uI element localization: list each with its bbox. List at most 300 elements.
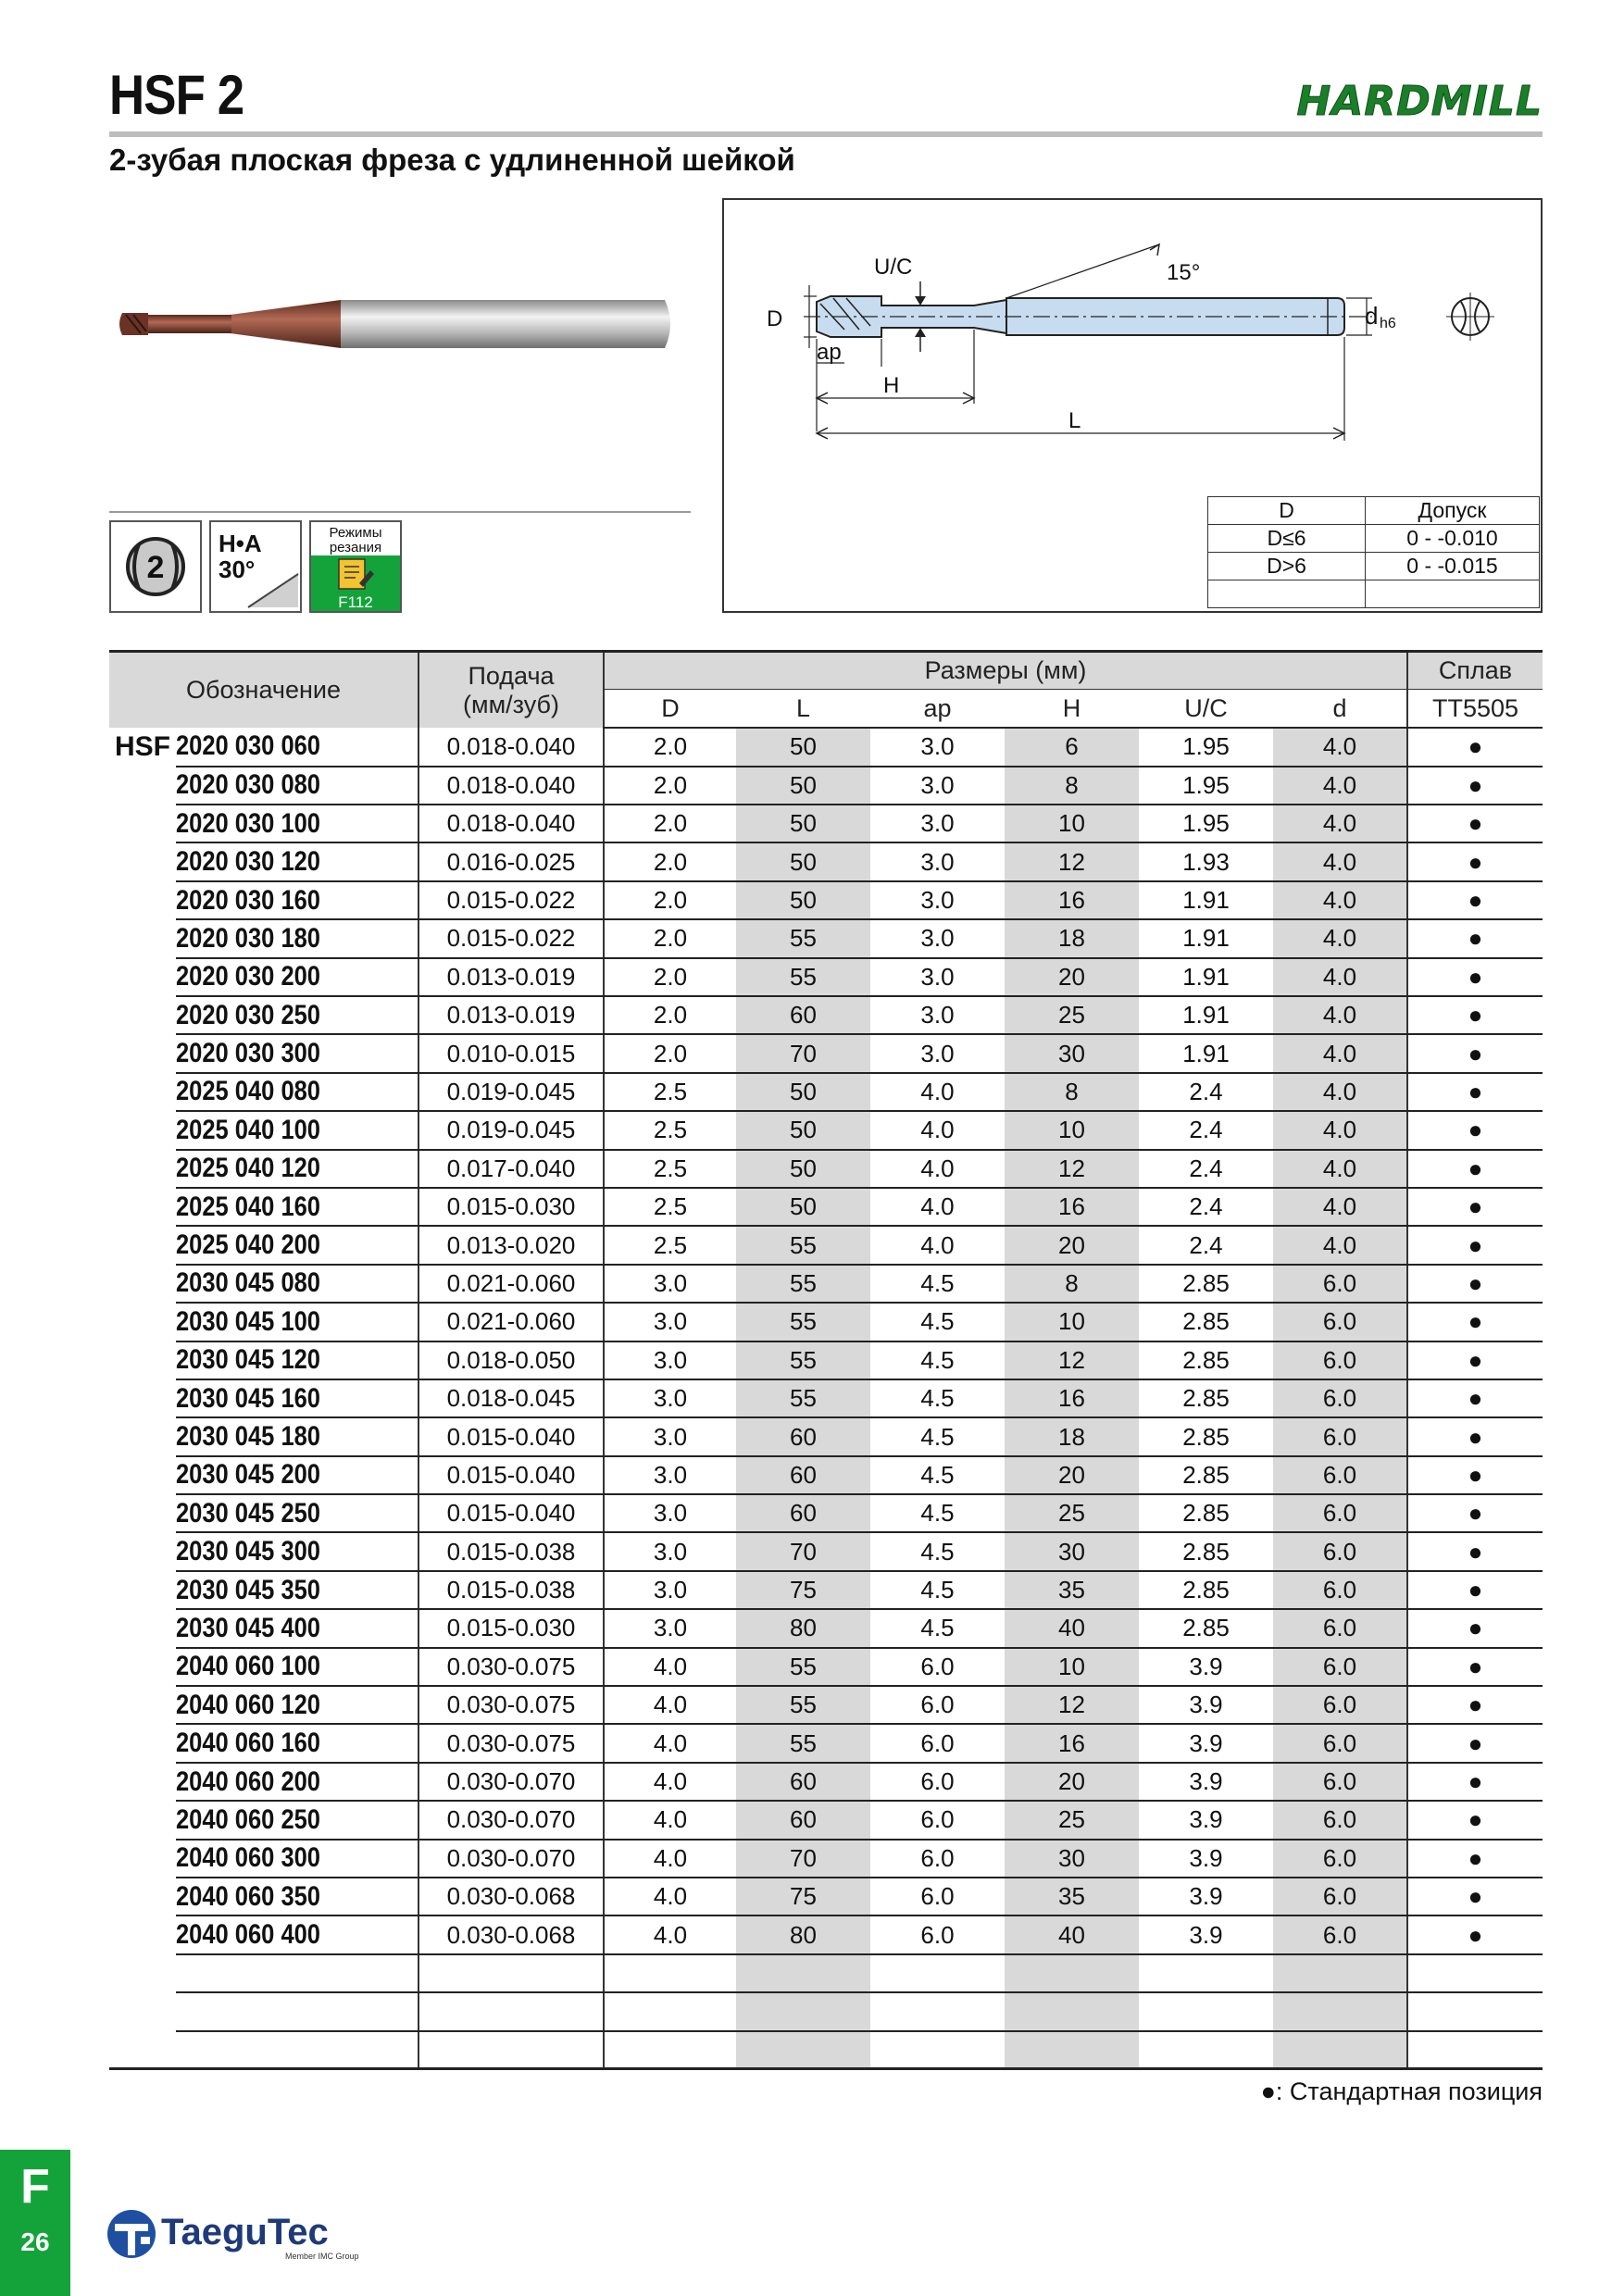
row-d: 6.0 [1273,1648,1407,1686]
designation-code: 2030 045 120 [176,1344,320,1376]
row-ap: 4.5 [870,1456,1005,1494]
row-standard-mark: ● [1407,1532,1543,1570]
row-uc: 2.85 [1139,1494,1273,1532]
row-d: 4.0 [604,1648,736,1686]
row-feed: 0.021-0.060 [418,1265,604,1303]
row-uc: 1.91 [1139,919,1273,957]
row-ap: 4.5 [870,1532,1005,1570]
row-d: 4.0 [1273,1034,1407,1072]
row-designation [176,1111,418,1149]
table-row [109,1188,1543,1226]
row-l: 60 [736,1494,870,1532]
row-d: 3.0 [604,1532,736,1570]
row-h: 18 [1005,919,1139,957]
row-d: 4.0 [1273,767,1407,805]
row-h [1005,1992,1139,2030]
table-row [109,1724,1543,1762]
header-rule [109,131,1543,137]
row-feed: 0.010-0.015 [418,1034,604,1072]
row-d: 4.0 [1273,805,1407,842]
row-ap: 6.0 [870,1686,1005,1724]
row-uc: 3.9 [1139,1801,1273,1839]
table-row [109,1494,1543,1532]
row-prefix [109,1954,176,1992]
row-standard-mark: ● [1407,1150,1543,1188]
row-h: 20 [1005,1456,1139,1494]
table-row [109,1303,1543,1341]
row-standard-mark: ● [1407,1648,1543,1686]
table-row [109,1840,1543,1878]
row-standard-mark: ● [1407,1686,1543,1724]
row-standard-mark: ● [1407,1571,1543,1609]
row-standard-mark: ● [1407,1417,1543,1455]
row-uc: 2.85 [1139,1265,1273,1303]
row-designation [176,805,418,842]
row-d: 3.0 [604,1417,736,1455]
row-uc: 1.91 [1139,881,1273,919]
row-designation [176,1724,418,1762]
row-standard-mark: ● [1407,1609,1543,1647]
row-designation [176,1992,418,2030]
row-d: 6.0 [1273,1532,1407,1570]
designation-code: 2030 045 200 [176,1459,320,1491]
row-h: 12 [1005,1686,1139,1724]
row-l: 80 [736,1609,870,1647]
table-row [109,1034,1543,1072]
row-l: 60 [736,1456,870,1494]
row-d: 6.0 [1273,1379,1407,1417]
designation-code: 2030 045 250 [176,1497,320,1529]
row-h: 40 [1005,1609,1139,1647]
row-ap: 3.0 [870,919,1005,957]
row-h [1005,1954,1139,1992]
row-prefix [109,1609,176,1647]
row-d: 4.0 [604,1915,736,1953]
table-row [109,1992,1543,2030]
row-h: 10 [1005,1111,1139,1149]
row-h: 16 [1005,1188,1139,1226]
modes-label-2: резания [329,540,382,555]
row-h: 8 [1005,1073,1139,1111]
row-ap: 4.5 [870,1379,1005,1417]
row-standard-mark: ● [1407,1456,1543,1494]
row-uc: 2.4 [1139,1073,1273,1111]
row-h: 25 [1005,1494,1139,1532]
row-feed: 0.015-0.030 [418,1188,604,1226]
row-designation [176,1915,418,1953]
row-d: 3.0 [604,1571,736,1609]
row-feed: 0.030-0.070 [418,1801,604,1839]
row-ap: 4.0 [870,1188,1005,1226]
row-d: 2.0 [604,842,736,880]
row-standard-mark [1407,2031,1543,2069]
row-l: 70 [736,1034,870,1072]
row-prefix [109,1150,176,1188]
row-h: 35 [1005,1878,1139,1915]
row-standard-mark: ● [1407,919,1543,957]
row-designation [176,1571,418,1609]
row-d: 6.0 [1273,1763,1407,1801]
row-ap: 4.5 [870,1417,1005,1455]
row-d: 3.0 [604,1265,736,1303]
table-row [109,1686,1543,1724]
row-designation [176,1188,418,1226]
row-feed: 0.015-0.030 [418,1609,604,1647]
table-row [109,1763,1543,1801]
row-standard-mark: ● [1407,1801,1543,1839]
row-designation [176,1840,418,1878]
row-ap: 3.0 [870,881,1005,919]
row-d: 3.0 [604,1609,736,1647]
designation-code: 2040 060 200 [176,1766,320,1797]
product-table [109,650,1543,2070]
row-uc: 2.4 [1139,1150,1273,1188]
table-row [109,728,1543,766]
row-d [1273,1954,1407,1992]
row-d: 4.0 [604,1686,736,1724]
row-l: 60 [736,1763,870,1801]
row-prefix [109,1073,176,1111]
row-designation [176,1073,418,1111]
row-designation [176,881,418,919]
row-l: 70 [736,1840,870,1878]
row-prefix [109,1494,176,1532]
row-designation [176,1878,418,1915]
row-d: 2.5 [604,1188,736,1226]
row-uc: 1.95 [1139,805,1273,842]
row-feed: 0.015-0.038 [418,1571,604,1609]
tol-cell: D>6 [1208,553,1366,580]
table-row [109,1456,1543,1494]
row-uc [1139,2031,1273,2069]
row-l: 70 [736,1532,870,1570]
row-prefix [109,2031,176,2069]
row-uc: 2.85 [1139,1303,1273,1341]
row-standard-mark: ● [1407,958,1543,996]
row-ap: 6.0 [870,1724,1005,1762]
dim-label-l: L [1068,408,1081,433]
designation-code: 2020 030 180 [176,922,320,954]
designation-code: 2025 040 080 [176,1076,320,1107]
row-prefix [109,1992,176,2030]
row-h: 20 [1005,1763,1139,1801]
row-feed: 0.030-0.068 [418,1915,604,1953]
row-uc: 2.85 [1139,1341,1273,1379]
table-row [109,1609,1543,1647]
row-uc: 2.85 [1139,1532,1273,1570]
taegutec-logo [104,2202,363,2266]
row-l: 50 [736,842,870,880]
designation-code: 2020 030 080 [176,769,320,801]
row-l: 55 [736,1341,870,1379]
row-uc: 3.9 [1139,1763,1273,1801]
row-feed: 0.015-0.022 [418,919,604,957]
row-designation [176,1150,418,1188]
row-feed: 0.018-0.040 [418,767,604,805]
table-row [109,1954,1543,1992]
row-designation [176,1763,418,1801]
row-designation [176,1494,418,1532]
col-d: D [604,690,736,728]
row-h: 10 [1005,1303,1139,1341]
row-l: 50 [736,805,870,842]
row-d: 6.0 [1273,1915,1407,1953]
tol-cell [1208,580,1366,608]
row-prefix [109,1648,176,1686]
row-feed: 0.030-0.075 [418,1648,604,1686]
row-d: 4.0 [1273,958,1407,996]
row-uc: 3.9 [1139,1840,1273,1878]
row-designation [176,1801,418,1839]
row-uc: 1.91 [1139,958,1273,996]
row-ap: 4.0 [870,1226,1005,1264]
row-ap [870,1992,1005,2030]
designation-code: 2040 060 100 [176,1651,320,1682]
row-ap: 3.0 [870,805,1005,842]
tool-photo [109,259,683,389]
row-d: 4.0 [1273,881,1407,919]
row-ap: 4.5 [870,1265,1005,1303]
row-h: 16 [1005,1379,1139,1417]
row-h: 30 [1005,1034,1139,1072]
row-standard-mark: ● [1407,1878,1543,1915]
designation-code: 2025 040 120 [176,1153,320,1184]
row-l: 50 [736,1073,870,1111]
row-d [604,1992,736,2030]
row-feed: 0.030-0.070 [418,1763,604,1801]
row-ap: 3.0 [870,1034,1005,1072]
row-d: 2.0 [604,805,736,842]
designation-code: 2040 060 120 [176,1689,320,1720]
row-ap: 6.0 [870,1878,1005,1915]
tol-cell: 0 - -0.010 [1366,525,1540,553]
col-ap: ap [870,690,1005,728]
row-designation [176,767,418,805]
row-ap: 6.0 [870,1915,1005,1953]
row-ap: 4.5 [870,1571,1005,1609]
row-designation [176,1226,418,1264]
row-feed: 0.013-0.019 [418,958,604,996]
flute-count: 2 [146,550,165,585]
tol-header-d: D [1208,497,1366,525]
row-h: 40 [1005,1915,1139,1953]
row-uc: 1.95 [1139,728,1273,766]
row-h: 18 [1005,1417,1139,1455]
row-standard-mark: ● [1407,881,1543,919]
row-d: 6.0 [1273,1265,1407,1303]
table-row [109,1226,1543,1264]
row-feed: 0.015-0.040 [418,1417,604,1455]
row-d: 2.0 [604,919,736,957]
row-prefix [109,1724,176,1762]
table-row [109,958,1543,996]
row-feed [418,1992,604,2030]
row-d: 2.5 [604,1073,736,1111]
designation-code: 2020 030 060 [176,730,320,762]
row-standard-mark: ● [1407,1341,1543,1379]
designation-code: 2030 045 400 [176,1612,320,1643]
row-l [736,1954,870,1992]
row-prefix [109,1188,176,1226]
row-feed: 0.030-0.068 [418,1878,604,1915]
row-standard-mark: ● [1407,1724,1543,1762]
row-designation [176,1034,418,1072]
page-title: HSF 2 [109,64,244,126]
modes-label-1: Режимы [329,525,382,541]
row-feed: 0.015-0.040 [418,1456,604,1494]
row-designation [176,1609,418,1647]
row-l: 50 [736,1150,870,1188]
dim-label-angle: 15° [1167,260,1201,285]
row-ap: 4.5 [870,1341,1005,1379]
row-d: 6.0 [1273,1341,1407,1379]
row-ap: 6.0 [870,1763,1005,1801]
row-ap: 3.0 [870,996,1005,1034]
row-ap: 6.0 [870,1648,1005,1686]
row-ap: 3.0 [870,958,1005,996]
row-feed: 0.030-0.075 [418,1686,604,1724]
row-standard-mark: ● [1407,805,1543,842]
row-d: 2.5 [604,1111,736,1149]
col-alloy: Сплав [1407,652,1543,690]
row-standard-mark: ● [1407,1188,1543,1226]
page-subtitle: 2-зубая плоская фреза с удлиненной шейкой [109,143,795,177]
row-l: 50 [736,881,870,919]
row-prefix [109,805,176,842]
row-standard-mark: ● [1407,1915,1543,1953]
dim-label-h: H [883,373,900,398]
tol-cell: 0 - -0.015 [1366,553,1540,580]
row-l: 55 [736,958,870,996]
row-h: 10 [1005,805,1139,842]
table-row [109,1915,1543,1953]
row-ap: 6.0 [870,1801,1005,1839]
row-standard-mark: ● [1407,1073,1543,1111]
col-feed [418,652,604,729]
tol-header-tol: Допуск [1366,497,1540,525]
row-l: 50 [736,767,870,805]
col-designation: Обозначение [109,652,418,729]
table-row [109,1150,1543,1188]
row-d: 4.0 [604,1724,736,1762]
row-feed: 0.015-0.038 [418,1532,604,1570]
row-l [736,2031,870,2069]
row-l: 55 [736,919,870,957]
col-uc: U/C [1139,690,1273,728]
row-l: 55 [736,1226,870,1264]
row-designation [176,1532,418,1570]
row-d: 4.0 [604,1763,736,1801]
row-l: 75 [736,1571,870,1609]
row-designation [176,1265,418,1303]
row-prefix [109,1379,176,1417]
row-ap [870,2031,1005,2069]
table-row [109,1648,1543,1686]
col-small-d: d [1273,690,1407,728]
dim-label-dh6: d [1365,302,1379,330]
row-d: 4.0 [604,1878,736,1915]
row-uc: 3.9 [1139,1686,1273,1724]
designation-code: 2040 060 400 [176,1919,320,1951]
designation-code: 2020 030 200 [176,961,320,992]
company-name: TaeguTec [161,2212,329,2252]
row-feed: 0.030-0.070 [418,1840,604,1878]
row-standard-mark [1407,1954,1543,1992]
row-prefix [109,1915,176,1953]
designation-code: 2030 045 180 [176,1421,320,1452]
row-d: 2.0 [604,767,736,805]
row-d: 6.0 [1273,1686,1407,1724]
row-l: 55 [736,1379,870,1417]
row-prefix [109,1532,176,1570]
row-d: 4.0 [1273,1226,1407,1264]
row-prefix [109,996,176,1034]
row-prefix [109,1303,176,1341]
row-h: 12 [1005,1341,1139,1379]
dim-label-ap: ap [817,340,842,365]
cutting-modes-icon [309,520,402,613]
designation-code: 2020 030 100 [176,807,320,839]
table-row [109,1379,1543,1417]
row-uc: 3.9 [1139,1724,1273,1762]
row-standard-mark [1407,1992,1543,2030]
table-row [109,1801,1543,1839]
table-row [109,919,1543,957]
row-designation [176,1456,418,1494]
section-tab [0,2150,70,2296]
table-row [109,2031,1543,2069]
row-prefix [109,881,176,919]
row-prefix [109,1571,176,1609]
row-uc: 1.93 [1139,842,1273,880]
row-h: 25 [1005,996,1139,1034]
row-uc: 2.85 [1139,1571,1273,1609]
row-uc: 3.9 [1139,1648,1273,1686]
row-standard-mark: ● [1407,1763,1543,1801]
row-d: 6.0 [1273,1571,1407,1609]
row-standard-mark: ● [1407,767,1543,805]
row-h: 8 [1005,1265,1139,1303]
row-designation [176,1379,418,1417]
row-uc: 1.91 [1139,996,1273,1034]
row-l: 60 [736,1417,870,1455]
page-number: 26 [20,2227,50,2256]
designation-code: 2040 060 300 [176,1842,320,1874]
row-h: 6 [1005,728,1139,766]
row-d [1273,2031,1407,2069]
row-d: 3.0 [604,1341,736,1379]
designation-code: 2020 030 300 [176,1038,320,1069]
icon-rule [109,511,691,513]
row-h: 8 [1005,767,1139,805]
row-uc: 2.4 [1139,1111,1273,1149]
row-ap: 4.5 [870,1494,1005,1532]
row-ap: 3.0 [870,728,1005,766]
row-h: 12 [1005,842,1139,880]
designation-code: 2030 045 300 [176,1536,320,1567]
row-standard-mark: ● [1407,1303,1543,1341]
row-l: 80 [736,1915,870,1953]
row-ap: 3.0 [870,767,1005,805]
row-feed: 0.016-0.025 [418,842,604,880]
table-row [109,1111,1543,1149]
helix-angle-icon [209,520,302,613]
col-feed-line1: Подача [468,661,555,690]
row-d: 2.5 [604,1150,736,1188]
row-h [1005,2031,1139,2069]
row-d: 2.0 [604,881,736,919]
row-uc: 2.4 [1139,1226,1273,1264]
